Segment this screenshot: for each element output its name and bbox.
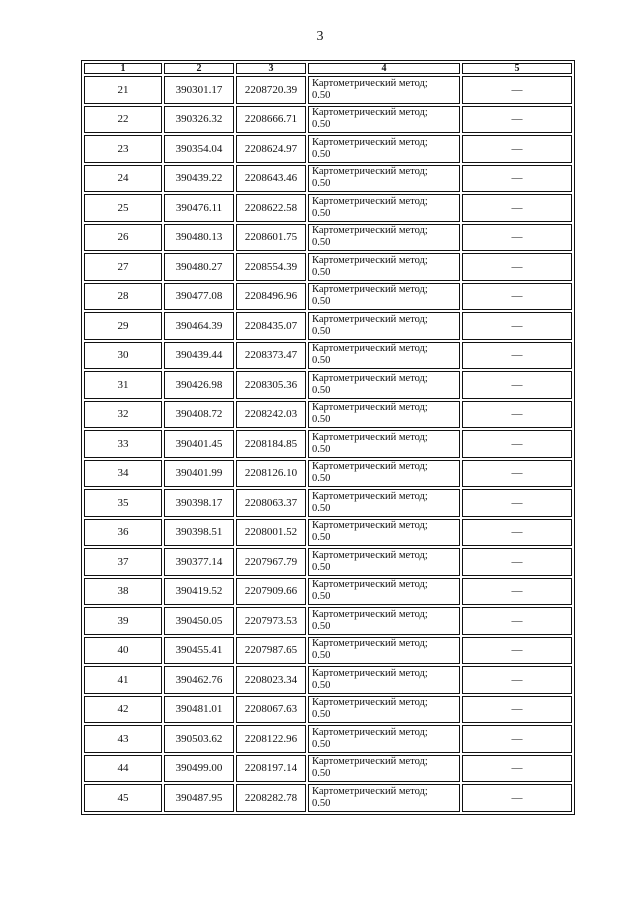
method-precision: 0.50 bbox=[312, 207, 331, 219]
method-precision: 0.50 bbox=[312, 119, 331, 131]
table-row bbox=[84, 342, 572, 370]
table-row bbox=[84, 578, 572, 606]
note-cell: — bbox=[462, 253, 572, 281]
table-row bbox=[84, 76, 572, 104]
method-name: Картометрический метод; bbox=[312, 431, 428, 443]
table-row bbox=[84, 312, 572, 340]
coordinates-table bbox=[81, 60, 575, 815]
header-cell-1: 1 bbox=[84, 63, 162, 74]
x-coordinate-cell: 390439.44 bbox=[164, 342, 234, 370]
page-number: 3 bbox=[316, 29, 324, 44]
x-coordinate-cell: 390450.05 bbox=[164, 607, 234, 635]
method-precision: 0.50 bbox=[312, 797, 331, 809]
method-cell bbox=[308, 519, 460, 547]
point-number-cell: 35 bbox=[84, 489, 162, 517]
table-row bbox=[84, 224, 572, 252]
x-coordinate-cell: 390326.32 bbox=[164, 106, 234, 134]
y-coordinate-cell: 2208496.96 bbox=[236, 283, 306, 311]
method-cell bbox=[308, 607, 460, 635]
note-cell: — bbox=[462, 696, 572, 724]
note-cell: — bbox=[462, 283, 572, 311]
method-precision: 0.50 bbox=[312, 266, 331, 278]
point-number-cell: 32 bbox=[84, 401, 162, 429]
method-cell bbox=[308, 165, 460, 193]
note-cell: — bbox=[462, 519, 572, 547]
y-coordinate-cell: 2208282.78 bbox=[236, 784, 306, 812]
note-cell: — bbox=[462, 725, 572, 753]
table-row bbox=[84, 607, 572, 635]
table-row bbox=[84, 283, 572, 311]
x-coordinate-cell: 390398.17 bbox=[164, 489, 234, 517]
method-cell bbox=[308, 696, 460, 724]
y-coordinate-cell: 2208063.37 bbox=[236, 489, 306, 517]
method-cell bbox=[308, 106, 460, 134]
y-coordinate-cell: 2208622.58 bbox=[236, 194, 306, 222]
method-cell bbox=[308, 548, 460, 576]
method-name: Картометрический метод; bbox=[312, 756, 428, 768]
method-precision: 0.50 bbox=[312, 738, 331, 750]
y-coordinate-cell: 2208373.47 bbox=[236, 342, 306, 370]
method-precision: 0.50 bbox=[312, 591, 331, 603]
point-number-cell: 29 bbox=[84, 312, 162, 340]
y-coordinate-cell: 2208184.85 bbox=[236, 430, 306, 458]
method-precision: 0.50 bbox=[312, 473, 331, 485]
table-row bbox=[84, 401, 572, 429]
method-precision: 0.50 bbox=[312, 561, 331, 573]
y-coordinate-cell: 2208305.36 bbox=[236, 371, 306, 399]
method-name: Картометрический метод; bbox=[312, 107, 428, 119]
method-cell bbox=[308, 342, 460, 370]
point-number-cell: 26 bbox=[84, 224, 162, 252]
table-row bbox=[84, 666, 572, 694]
x-coordinate-cell: 390439.22 bbox=[164, 165, 234, 193]
note-cell: — bbox=[462, 106, 572, 134]
x-coordinate-cell: 390426.98 bbox=[164, 371, 234, 399]
note-cell: — bbox=[462, 666, 572, 694]
method-name: Картометрический метод; bbox=[312, 136, 428, 148]
method-cell bbox=[308, 666, 460, 694]
table-row bbox=[84, 696, 572, 724]
y-coordinate-cell: 2208023.34 bbox=[236, 666, 306, 694]
table-row bbox=[84, 784, 572, 812]
method-cell bbox=[308, 283, 460, 311]
method-cell bbox=[308, 312, 460, 340]
point-number-cell: 31 bbox=[84, 371, 162, 399]
table-row bbox=[84, 106, 572, 134]
y-coordinate-cell: 2208067.63 bbox=[236, 696, 306, 724]
table-row bbox=[84, 135, 572, 163]
method-precision: 0.50 bbox=[312, 443, 331, 455]
header-cell-4: 4 bbox=[308, 63, 460, 74]
method-name: Картометрический метод; bbox=[312, 608, 428, 620]
method-precision: 0.50 bbox=[312, 355, 331, 367]
y-coordinate-cell: 2207987.65 bbox=[236, 637, 306, 665]
y-coordinate-cell: 2208242.03 bbox=[236, 401, 306, 429]
table-row bbox=[84, 460, 572, 488]
method-precision: 0.50 bbox=[312, 620, 331, 632]
point-number-cell: 40 bbox=[84, 637, 162, 665]
method-name: Картометрический метод; bbox=[312, 254, 428, 266]
x-coordinate-cell: 390301.17 bbox=[164, 76, 234, 104]
note-cell: — bbox=[462, 489, 572, 517]
point-number-cell: 42 bbox=[84, 696, 162, 724]
table-row bbox=[84, 548, 572, 576]
method-name: Картометрический метод; bbox=[312, 313, 428, 325]
method-precision: 0.50 bbox=[312, 296, 331, 308]
y-coordinate-cell: 2207909.66 bbox=[236, 578, 306, 606]
note-cell: — bbox=[462, 312, 572, 340]
method-cell bbox=[308, 253, 460, 281]
x-coordinate-cell: 390480.27 bbox=[164, 253, 234, 281]
method-name: Картометрический метод; bbox=[312, 785, 428, 797]
x-coordinate-cell: 390401.45 bbox=[164, 430, 234, 458]
method-cell bbox=[308, 784, 460, 812]
point-number-cell: 30 bbox=[84, 342, 162, 370]
point-number-cell: 34 bbox=[84, 460, 162, 488]
x-coordinate-cell: 390419.52 bbox=[164, 578, 234, 606]
method-cell bbox=[308, 76, 460, 104]
x-coordinate-cell: 390401.99 bbox=[164, 460, 234, 488]
note-cell: — bbox=[462, 578, 572, 606]
method-name: Картометрический метод; bbox=[312, 195, 428, 207]
point-number-cell: 38 bbox=[84, 578, 162, 606]
note-cell: — bbox=[462, 76, 572, 104]
point-number-cell: 23 bbox=[84, 135, 162, 163]
note-cell: — bbox=[462, 194, 572, 222]
method-name: Картометрический метод; bbox=[312, 726, 428, 738]
method-precision: 0.50 bbox=[312, 384, 331, 396]
method-name: Картометрический метод; bbox=[312, 579, 428, 591]
x-coordinate-cell: 390354.04 bbox=[164, 135, 234, 163]
method-precision: 0.50 bbox=[312, 178, 331, 190]
point-number-cell: 36 bbox=[84, 519, 162, 547]
table-row bbox=[84, 519, 572, 547]
note-cell: — bbox=[462, 401, 572, 429]
method-name: Картометрический метод; bbox=[312, 697, 428, 709]
note-cell: — bbox=[462, 460, 572, 488]
method-precision: 0.50 bbox=[312, 237, 331, 249]
method-precision: 0.50 bbox=[312, 768, 331, 780]
y-coordinate-cell: 2208666.71 bbox=[236, 106, 306, 134]
y-coordinate-cell: 2208624.97 bbox=[236, 135, 306, 163]
method-precision: 0.50 bbox=[312, 89, 331, 101]
x-coordinate-cell: 390377.14 bbox=[164, 548, 234, 576]
y-coordinate-cell: 2208122.96 bbox=[236, 725, 306, 753]
y-coordinate-cell: 2207967.79 bbox=[236, 548, 306, 576]
y-coordinate-cell: 2208601.75 bbox=[236, 224, 306, 252]
method-cell bbox=[308, 371, 460, 399]
point-number-cell: 43 bbox=[84, 725, 162, 753]
method-name: Картометрический метод; bbox=[312, 284, 428, 296]
point-number-cell: 33 bbox=[84, 430, 162, 458]
table-body bbox=[84, 76, 572, 812]
table-row bbox=[84, 489, 572, 517]
method-cell bbox=[308, 194, 460, 222]
point-number-cell: 27 bbox=[84, 253, 162, 281]
x-coordinate-cell: 390464.39 bbox=[164, 312, 234, 340]
method-cell bbox=[308, 725, 460, 753]
point-number-cell: 24 bbox=[84, 165, 162, 193]
x-coordinate-cell: 390398.51 bbox=[164, 519, 234, 547]
method-name: Картометрический метод; bbox=[312, 667, 428, 679]
note-cell: — bbox=[462, 371, 572, 399]
point-number-cell: 21 bbox=[84, 76, 162, 104]
y-coordinate-cell: 2208720.39 bbox=[236, 76, 306, 104]
note-cell: — bbox=[462, 342, 572, 370]
x-coordinate-cell: 390408.72 bbox=[164, 401, 234, 429]
x-coordinate-cell: 390487.95 bbox=[164, 784, 234, 812]
header-cell-5: 5 bbox=[462, 63, 572, 74]
method-precision: 0.50 bbox=[312, 650, 331, 662]
header-cell-3: 3 bbox=[236, 63, 306, 74]
method-name: Картометрический метод; bbox=[312, 372, 428, 384]
note-cell: — bbox=[462, 548, 572, 576]
method-cell bbox=[308, 578, 460, 606]
header-cell-2: 2 bbox=[164, 63, 234, 74]
method-name: Картометрический метод; bbox=[312, 77, 428, 89]
method-name: Картометрический метод; bbox=[312, 225, 428, 237]
x-coordinate-cell: 390481.01 bbox=[164, 696, 234, 724]
x-coordinate-cell: 390499.00 bbox=[164, 755, 234, 783]
table-row bbox=[84, 430, 572, 458]
table-row bbox=[84, 253, 572, 281]
x-coordinate-cell: 390476.11 bbox=[164, 194, 234, 222]
y-coordinate-cell: 2208554.39 bbox=[236, 253, 306, 281]
method-precision: 0.50 bbox=[312, 532, 331, 544]
table-row bbox=[84, 755, 572, 783]
point-number-cell: 45 bbox=[84, 784, 162, 812]
point-number-cell: 28 bbox=[84, 283, 162, 311]
method-cell bbox=[308, 637, 460, 665]
method-name: Картометрический метод; bbox=[312, 490, 428, 502]
method-precision: 0.50 bbox=[312, 679, 331, 691]
y-coordinate-cell: 2208126.10 bbox=[236, 460, 306, 488]
x-coordinate-cell: 390455.41 bbox=[164, 637, 234, 665]
note-cell: — bbox=[462, 784, 572, 812]
method-cell bbox=[308, 401, 460, 429]
method-cell bbox=[308, 224, 460, 252]
point-number-cell: 39 bbox=[84, 607, 162, 635]
method-precision: 0.50 bbox=[312, 709, 331, 721]
note-cell: — bbox=[462, 637, 572, 665]
point-number-cell: 44 bbox=[84, 755, 162, 783]
point-number-cell: 22 bbox=[84, 106, 162, 134]
table-row bbox=[84, 194, 572, 222]
y-coordinate-cell: 2208197.14 bbox=[236, 755, 306, 783]
method-precision: 0.50 bbox=[312, 414, 331, 426]
method-cell bbox=[308, 489, 460, 517]
note-cell: — bbox=[462, 165, 572, 193]
method-cell bbox=[308, 430, 460, 458]
method-cell bbox=[308, 755, 460, 783]
method-name: Картометрический метод; bbox=[312, 638, 428, 650]
method-name: Картометрический метод; bbox=[312, 343, 428, 355]
y-coordinate-cell: 2208001.52 bbox=[236, 519, 306, 547]
table-row bbox=[84, 371, 572, 399]
note-cell: — bbox=[462, 607, 572, 635]
method-cell bbox=[308, 460, 460, 488]
table-row bbox=[84, 725, 572, 753]
point-number-cell: 41 bbox=[84, 666, 162, 694]
y-coordinate-cell: 2207973.53 bbox=[236, 607, 306, 635]
method-name: Картометрический метод; bbox=[312, 402, 428, 414]
method-cell bbox=[308, 135, 460, 163]
note-cell: — bbox=[462, 430, 572, 458]
y-coordinate-cell: 2208643.46 bbox=[236, 165, 306, 193]
x-coordinate-cell: 390477.08 bbox=[164, 283, 234, 311]
table-header-row bbox=[84, 63, 572, 74]
method-precision: 0.50 bbox=[312, 325, 331, 337]
note-cell: — bbox=[462, 224, 572, 252]
method-name: Картометрический метод; bbox=[312, 549, 428, 561]
y-coordinate-cell: 2208435.07 bbox=[236, 312, 306, 340]
table-row bbox=[84, 637, 572, 665]
method-precision: 0.50 bbox=[312, 502, 331, 514]
note-cell: — bbox=[462, 135, 572, 163]
method-name: Картометрический метод; bbox=[312, 166, 428, 178]
x-coordinate-cell: 390503.62 bbox=[164, 725, 234, 753]
method-name: Картометрический метод; bbox=[312, 461, 428, 473]
note-cell: — bbox=[462, 755, 572, 783]
x-coordinate-cell: 390462.76 bbox=[164, 666, 234, 694]
table-row bbox=[84, 165, 572, 193]
method-precision: 0.50 bbox=[312, 148, 331, 160]
x-coordinate-cell: 390480.13 bbox=[164, 224, 234, 252]
method-name: Картометрический метод; bbox=[312, 520, 428, 532]
point-number-cell: 37 bbox=[84, 548, 162, 576]
point-number-cell: 25 bbox=[84, 194, 162, 222]
